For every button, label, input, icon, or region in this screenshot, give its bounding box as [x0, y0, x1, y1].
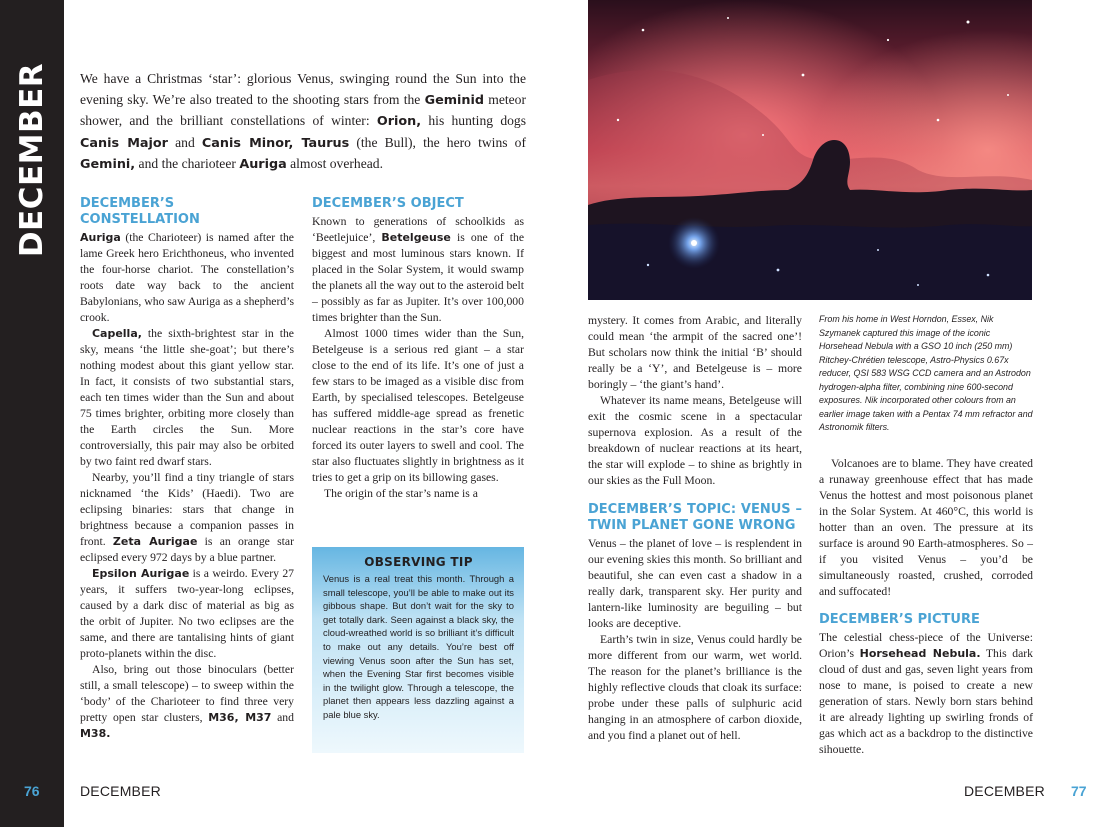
object-heading: DECEMBER’S OBJECT: [312, 196, 464, 211]
page-number-left: 76: [24, 783, 40, 799]
picture-heading: DECEMBER’S PICTURE: [819, 612, 980, 627]
picture-section: [819, 612, 1033, 758]
chapter-title: DECEMBER: [14, 62, 51, 258]
intro-paragraph: We have a Christmas ‘star’: glorious Venus, swinging round the Sun into the evening sky. We’re also treated to the shooting stars from the Geminid meteor shower, and the brilliant constellations of winter: Orion, his hunting dogs Canis Major and Canis Minor, Taurus (the Bull), the hero twins of Gemini, and the charioteer Auriga almost overhead.: [80, 71, 527, 173]
constellation-paragraph: Also, bring out those binoculars (better still, a small telescope) – to sweep within the ‘body’ of the Charioteer to find three very pretty open star clusters, M36, M37 and M38.: [80, 663, 294, 740]
footer-left-label: DECEMBER: [80, 783, 161, 799]
constellation-paragraph: Nearby, you’ll find a tiny triangle of stars nicknamed ‘the Kids’ (Haedi). Two are eclipsing binaries: stars that change in brightness because a companion passes in front. Zeta Aurigae is an orange star eclipsed every 972 days by a blue partner.: [80, 471, 294, 564]
photo-caption: From his home in West Horndon, Essex, Nik Szymanek captured this image of the iconic Horsehead Nebula with a GSO 10 inch (250 mm) Ritchey-Chrétien telescope, Astro-Physics 0.67x reducer, QSI 583 WSG CCD camera and an Astrodon hydrogen-alpha filter, combining nine 600-second exposures. Nik incorporated other colours from an earlier image taken with a Pentax 74 mm refractor and Astronomik filters.: [819, 314, 1033, 432]
constellation-paragraph: Capella, the sixth-brightest star in the sky, means ‘the little she-goat’; but there’s nothing modest about this giant yellow star. In fact, it consists of two substantial stars, each ten times wider than the Sun and about 75 times brighter, orbiting more closely than the Earth circles the Sun. More controversially, this pair may also be orbited by two faint red dwarf stars.: [80, 327, 294, 468]
topic-paragraph: Volcanoes are to blame. They have created a runaway greenhouse effect that has made Venus the hottest and most poisonous planet in the Solar System. At 460°C, this world is hotter than an oven. The pressure at its surface is around 90 Earth-atmospheres. So – if you visited Venus – you’d be simultaneously roasted, crushed, corroded and suffocated!: [819, 457, 1033, 598]
object-continued-section: [588, 313, 802, 489]
constellation-section: [80, 196, 294, 742]
object-paragraph: Whatever its name means, Betelgeuse will exit the cosmic scene in a spectacular supernova explosion. As a result of the breakdown of nuclear reactions at its heart, the star will explode – to shine as brightly in our skies as the Full Moon.: [588, 394, 802, 487]
topic-continued-section: [819, 456, 1033, 600]
topic-paragraph: Earth’s twin in size, Venus could hardly be more different from our warm, wet world. The reason for the planet’s brilliance is the highly reflective clouds that cloak its surface: probe under these palls of sulphuric acid hanging in an atmosphere of carbon dioxide, and you find a planet out of hell.: [588, 633, 802, 742]
constellation-heading: DECEMBER’S CONSTELLATION: [80, 196, 200, 227]
object-paragraph: mystery. It comes from Arabic, and literally could mean ‘the armpit of the sacred one’! But scholars now think the initial ‘B’ should really be a ‘Y’, and Betelgeuse is – more boringly – ‘the giant’s hand’.: [588, 314, 802, 391]
footer-right-label: DECEMBER: [964, 783, 1045, 799]
topic-section: [588, 502, 802, 744]
object-paragraph: Almost 1000 times wider than the Sun, Betelgeuse is a serious red giant – a star close to the end of its life. It’s one of just a few stars to be imaged as a visible disc from Earth, by specialised telescopes. Betelgeuse has suffered middle-age spread as frenetic nuclear reactions in the star’s core have forced its outer layers to swell and cool. The star also fluctuates slightly in brightness as it tries to get a grip on its billowing gases.: [312, 327, 524, 484]
constellation-paragraph: Auriga (the Charioteer) is named after the lame Greek hero Erichthoneus, who invented the four-horse chariot. The constellation’s roots date way back to the ancient Babylonians, who saw Auriga as a shepherd’s crook.: [80, 231, 294, 324]
nebula-image: [588, 0, 1032, 300]
observing-tip-text: Venus is a real treat this month. Through a small telescope, you’ll be able to make out its gibbous shape. But don’t wait for the sky to get totally dark. Seen against a black sky, the cloud-wreathed world is so brilliant it’s difficult to make out any details. You’re best off viewing Venus soon after the Sun has set, when the Evening Star first becomes visible in the twilight glow. Through a telescope, the planet then appears less dazzling against a pale blue sky.: [323, 573, 514, 720]
observing-tip-heading: OBSERVING TIP: [364, 555, 473, 569]
object-paragraph: The origin of the star’s name is a: [324, 487, 478, 500]
object-paragraph: Known to generations of schoolkids as ‘Beetlejuice’, Betelgeuse is one of the biggest and most luminous stars known. If placed in the Solar System, it would swamp the planets all the way out to the asteroid belt – possibly as far as Jupiter. It’s over 100,000 times brighter than the Sun.: [312, 215, 525, 324]
horsehead-nebula-photo: [588, 0, 1032, 300]
observing-tip-box: [312, 547, 524, 753]
picture-paragraph: The celestial chess-piece of the Universe: Orion’s Horsehead Nebula. This dark cloud of dust and gas, seven light years from nose to mane, is poised to create a new generation of stars. Newly born stars behind it are already lighting up swirling fronds of gas which act as a backdrop to the distinctive sihouette.: [819, 631, 1033, 756]
topic-paragraph: Venus – the planet of love – is resplendent in our evening skies this month. So brilliant and beautiful, she can even cast a shadow in a really dark, transparent sky. Her purity and lantern-like luminosity are beguiling – but looks are deceptive.: [588, 537, 802, 630]
topic-heading: DECEMBER’S TOPIC: VENUS – TWIN PLANET GONE WRONG: [588, 502, 802, 533]
object-section: [312, 196, 524, 502]
constellation-paragraph: Epsilon Aurigae is a weirdo. Every 27 years, it suffers two-year-long eclipses, caused by a dark disc of material as big as the orbit of Jupiter. No two eclipses are the same, and there are tantalising hints of giant proto-planets within the disc.: [80, 567, 295, 660]
page-number-right: 77: [1071, 783, 1087, 799]
